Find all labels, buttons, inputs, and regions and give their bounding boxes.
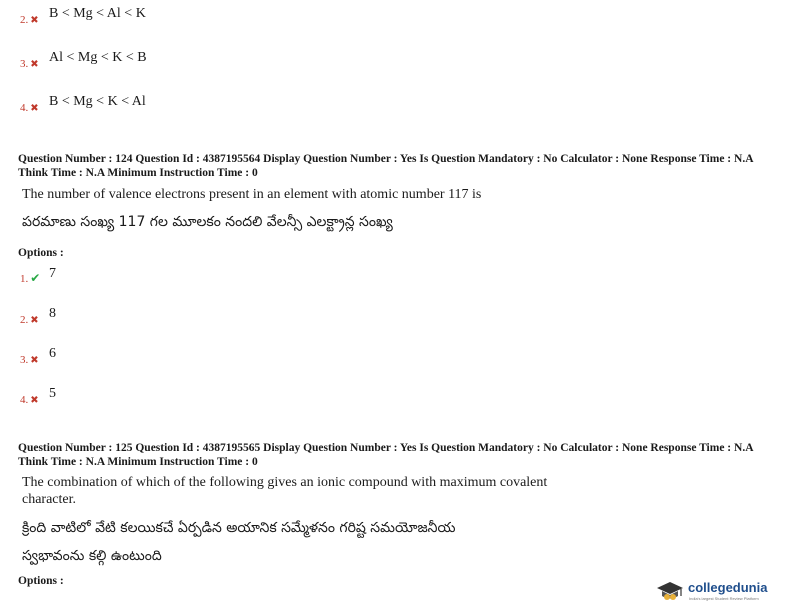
- question-124-header: Question Number : 124 Question Id : 4387195564 Display Question Number : Yes Is Question Mandatory : No Calculator : None Response Time : N.A Think Time : N.A Minimum Instruction Time : 0: [18, 153, 753, 179]
- question-124-telugu-text: పరమాణు సంఖ్య 117 గల మూలకం నందలి వేలన్సీ ఎలక్ట్రాన్ల సంఖ్య: [22, 214, 393, 230]
- cross-icon: ✖: [30, 103, 39, 114]
- option-text: 6: [49, 346, 56, 361]
- option-text: B < Mg < K < Al: [49, 94, 146, 109]
- cross-icon: ✖: [30, 355, 39, 366]
- logo-tagline: India's largest Student Review Platform: [689, 596, 759, 601]
- question-124-text: The number of valence electrons present in an element with atomic number 117 is: [22, 187, 482, 202]
- checkmark-icon: ✔: [30, 271, 41, 285]
- option-number: 2. ✖: [20, 14, 39, 26]
- option-text: B < Mg < Al < K: [49, 6, 146, 21]
- question-125-text: The combination of which of the following gives an ionic compound with maximum covalent character.: [22, 475, 548, 507]
- question-125-telugu-line1: క్రింది వాటిలో వేటి కలయికచే ఏర్పడిన అయానిక సమ్మేళనం గరిష్ట సమయోజనీయ: [22, 520, 456, 536]
- option-text: 5: [49, 386, 56, 401]
- question-125-telugu-line2: స్వభావంను కల్గి ఉంటుంది: [22, 548, 162, 564]
- option-number: 3. ✖: [20, 354, 39, 366]
- option-text: Al < Mg < K < B: [49, 50, 147, 65]
- question-124-options-label: Options :: [18, 247, 64, 259]
- cross-icon: ✖: [30, 15, 39, 26]
- question-125-header: Question Number : 125 Question Id : 4387195565 Display Question Number : Yes Is Question Mandatory : No Calculator : None Response Time : N.A Think Time : N.A Minimum Instruction Time : 0: [18, 442, 753, 468]
- collegedunia-logo: [656, 578, 784, 606]
- logo-brand-text: collegedunia: [688, 580, 768, 595]
- graduation-cap-icon: [656, 580, 684, 604]
- cross-icon: ✖: [30, 315, 39, 326]
- cross-icon: ✖: [30, 59, 39, 70]
- option-number: 1. ✔: [20, 271, 41, 285]
- option-number: 4. ✖: [20, 394, 39, 406]
- cross-icon: ✖: [30, 395, 39, 406]
- option-number: 4. ✖: [20, 102, 39, 114]
- option-number: 3. ✖: [20, 58, 39, 70]
- option-text: 8: [49, 306, 56, 321]
- question-125-options-label: Options :: [18, 575, 64, 587]
- option-number: 2. ✖: [20, 314, 39, 326]
- option-text: 7: [49, 266, 56, 281]
